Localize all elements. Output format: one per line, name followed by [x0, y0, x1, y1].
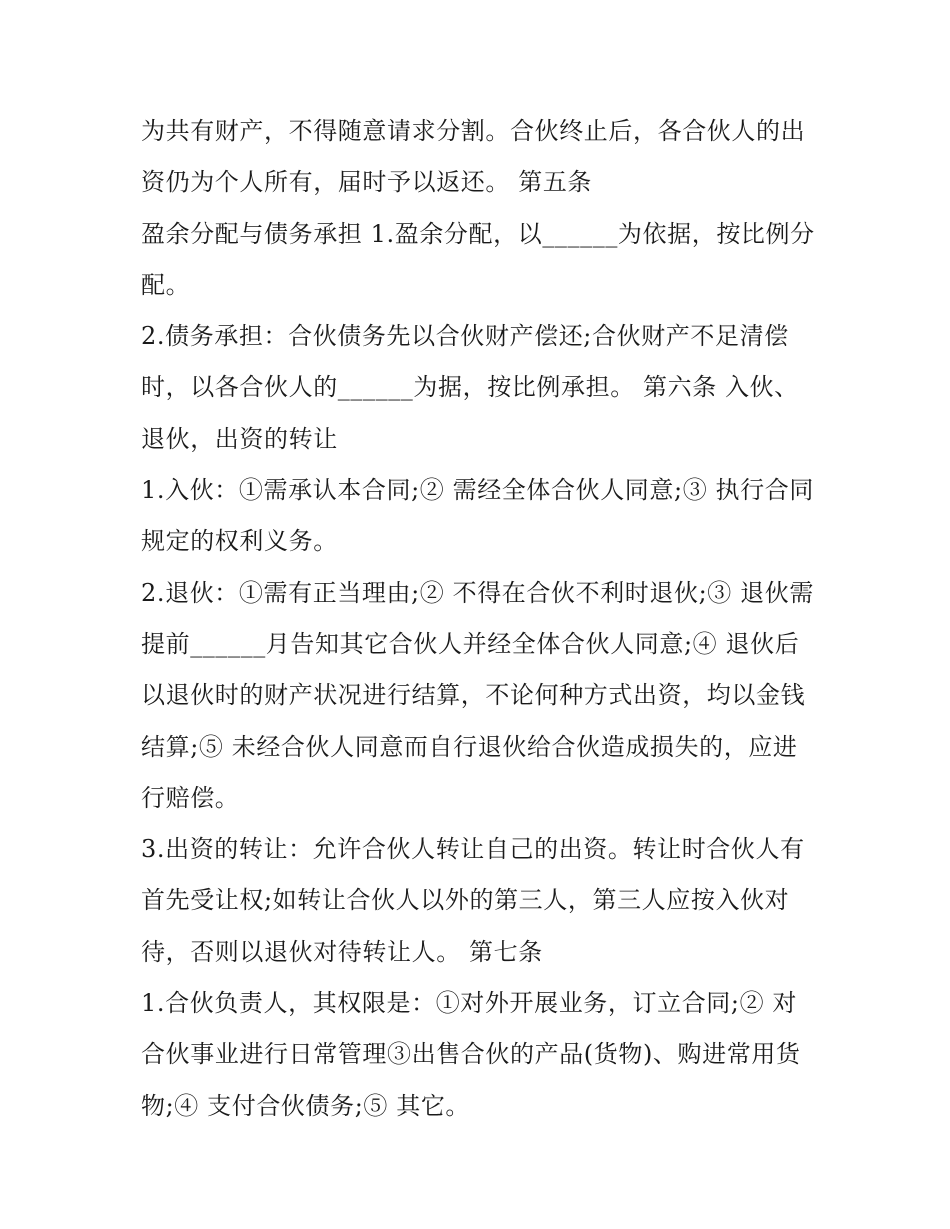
text-line: 资仍为个人所有，届时予以返还。 第五条	[141, 168, 593, 197]
text-line: 为共有财产，不得随意请求分割。合伙终止后，各合伙人的出	[141, 117, 806, 145]
text-line: 2.退伙：①需有正当理由;② 不得在合伙不利时退伙;③ 退伙需	[141, 578, 814, 607]
document-body	[141, 106, 831, 1132]
text-line: 行赔偿。	[141, 783, 240, 812]
text-line: 配。	[141, 270, 191, 299]
text-line: 结算;⑤ 未经合伙人同意而自行退伙给合伙造成损失的，应进	[141, 732, 798, 761]
text-line: 首先受让权;如转让合伙人以外的第三人，第三人应按入伙对	[141, 886, 790, 915]
text-line: 1.入伙：①需承认本合同;② 需经全体合伙人同意;③ 执行合同	[141, 476, 814, 505]
text-line: 合伙事业进行日常管理③出售合伙的产品(货物)、购进常用货	[141, 1040, 801, 1069]
text-line: 规定的权利义务。	[141, 527, 338, 556]
text-line: 1.合伙负责人，其权限是：①对外开展业务，订立合同;② 对	[141, 989, 798, 1018]
text-line: 待，否则以退伙对待转让人。 第七条	[141, 937, 543, 966]
text-line: 3.出资的转让：允许合伙人转让自己的出资。转让时合伙人有	[141, 835, 805, 864]
text-line: 以退伙时的财产状况进行结算，不论何种方式出资，均以金钱	[141, 681, 806, 710]
text-line: 盈余分配与债务承担 1.盈余分配，以______为依据，按比例分	[141, 219, 815, 248]
text-line: 时，以各合伙人的______为据，按比例承担。 第六条 入伙、	[141, 373, 799, 402]
text-line: 2.债务承担：合伙债务先以合伙财产偿还;合伙财产不足清偿	[141, 322, 789, 351]
text-line: 提前______月告知其它合伙人并经全体合伙人同意;④ 退伙后	[141, 629, 800, 658]
text-line: 物;④ 支付合伙债务;⑤ 其它。	[141, 1091, 471, 1120]
text-line: 退伙，出资的转让	[141, 424, 338, 453]
